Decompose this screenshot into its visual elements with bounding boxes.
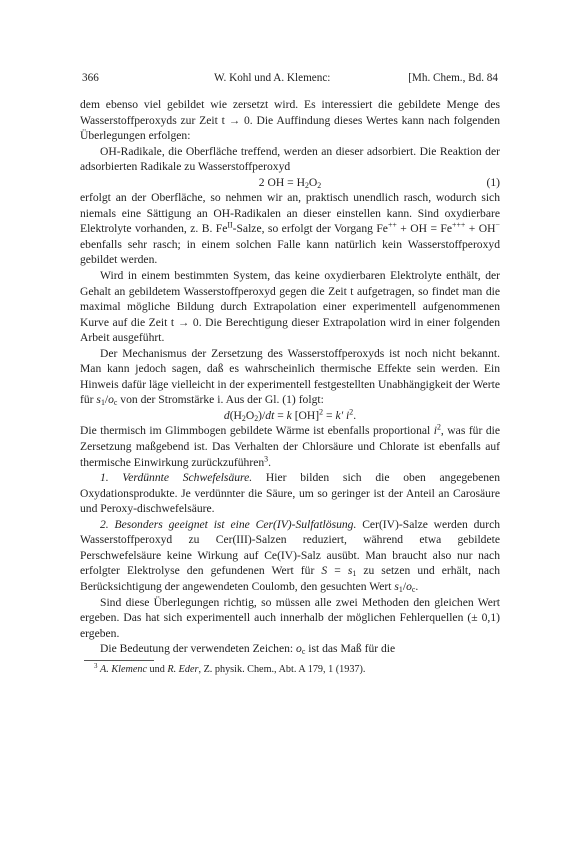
paragraph-5: Der Mechanismus der Zersetzung des Wasserstoffperoxyds ist noch nicht bekannt. Man kann jedoch sagen, daß es wahrscheinlich thermische Effekte sein werden. Ein Hinweis dafür läge vielleicht in der experimentell festgestellten Unabhängigkeit der Werte für $s_1/o_c$ von der Stromstärke i. Aus der Gl. (1) folgt:	[80, 346, 500, 408]
footnote-mark: 3	[94, 662, 98, 670]
paragraph-8: 2. Besonders geeignet ist eine Cer(IV)-Sulfatlösung. Cer(IV)-Salze werden durch Wasserstoffperoxyd zu Cer(III)-Salzen reduziert, während etwa gebildete Perschwefelsäure keine Wirkung auf Ce(IV)-Salz ausübt. Man braucht also nur nach erfolgter Elektrolyse den gefundenen Wert für $S = s_1$ zu setzen und erhält, nach Berücksichtigung der angewendeten Coulomb, den gesuchten Wert $s_1/o_c$.	[80, 517, 501, 594]
paragraph-1: dem ebenso viel gebildet wie zersetzt wird. Es interessiert die gebildete Menge des Wasserstoffperoxyds zur Zeit t → 0. Die Auffindung dieses Wertes kann nach folgenden Überlegungen erfolgen:	[80, 98, 500, 143]
paragraph-7: 1. Verdünnte Schwefelsäure. Hier bilden sich die oben angegebenen Oxydationsprodukte. Je verdünnter die Säure, um so geringer ist der Anteil an Carosäure und Peroxy-dischwefelsäure.	[80, 471, 500, 516]
paragraph-10: Die Bedeutung der verwendeten Zeichen: $o_c$ ist das Maß für die	[100, 642, 396, 657]
equation-1	[80, 175, 500, 191]
paragraph-2: OH-Radikale, die Oberfläche treffend, werden an dieser adsorbiert. Die Reaktion der adsorbierten Radikale zu Wasserstoffperoxyd	[80, 144, 500, 174]
equation-2-formula: $d(H_2O_2)/dt = k$ [OH]$^2$ = k′ $i^2$.	[223, 407, 357, 423]
paragraph-6: Die thermisch im Glimmbogen gebildete Wärme ist ebenfalls proportional $i^2$, was für die Zersetzung maßgebend ist. Das Verhalten der Chlorsäure und Chlorate ist ebenfalls auf thermische Einwirkung zurückzuführen$^3$.	[80, 423, 500, 469]
header-journal: [Mh. Chem., Bd. 84	[408, 72, 498, 84]
header-authors: W. Kohl und A. Klemenc:	[214, 72, 331, 84]
reaction-formula: Fe++ + OH = Fe+++ + OH−	[376, 221, 500, 236]
page-number: 366	[82, 72, 99, 84]
item-1-label: 1. Verdünnte Schwefelsäure.	[100, 471, 253, 485]
paragraph-9: Sind diese Überlegungen richtig, so müssen alle zwei Methoden den gleichen Wert ergeben. Das hat sich experimentell auch innerhalb der möglichen Fehlerquellen (± 0,1) ergeben.	[80, 595, 500, 640]
footnote: $^3$ A. Klemenc und R. Eder, Z. physik. Chem., Abt. A 179, 1 (1937).	[94, 662, 366, 675]
footnote-rule	[84, 660, 154, 661]
paragraph-4: Wird in einem bestimmten System, das keine oxydierbaren Elektrolyte enthält, der Gehalt an gebildetem Wasserstoffperoxyd gegen die Zeit t aufgetragen, so findet man die maximal mögliche Bildung durch Extrapolation einer experimentell aufgenommenen Kurve auf die Zeit t → 0. Die Berechtigung dieser Extrapolation wird in einer folgenden Arbeit ausgeführt.	[80, 269, 500, 345]
equation-1-formula: 2 OH = $H_2O_2$	[258, 175, 322, 190]
paragraph-3: erfolgt an der Oberfläche, so nehmen wir an, praktisch unendlich rasch, wodurch sich niemals eine Sättigung an OH-Radikalen an dieser einstellen kann. Sind oxydierbare Elektrolyte vorhanden, z. B. $Fe^{II}$-Salze, so erfolgt der Vorgang Fe++ + OH = Fe+++ + OH− ebenfalls sehr rasch; in einem solchen Falle kann natürlich kein Wasserstoffperoxyd gebildet werden.	[80, 191, 500, 267]
equation-1-number: (1)	[486, 175, 500, 189]
item-2-label: 2. Besonders geeignet ist eine Cer(IV)-Sulfatlösung.	[100, 517, 357, 531]
main-text	[80, 97, 500, 677]
running-header	[82, 70, 498, 86]
equation-2	[80, 408, 500, 424]
